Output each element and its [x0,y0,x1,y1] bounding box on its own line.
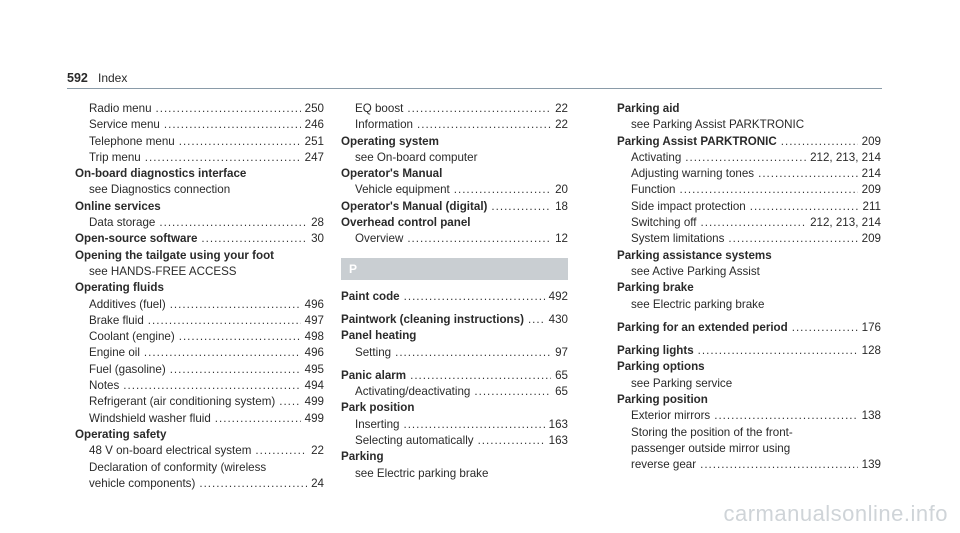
index-entry-operating-fluids [75,280,324,427]
see-reference: see Parking service [631,376,733,390]
index-column-1 [75,101,324,492]
index-subentry-wrap: Declaration of conformity (wireless [89,460,267,474]
page-header [67,68,882,88]
index-heading: Parking aid [617,102,680,115]
index-heading: Paintwork (cleaning instructions) [341,312,524,326]
see-reference: see On-board computer [355,150,478,164]
index-entry-open-source: Open-source software ..... 30 [75,231,324,247]
index-entry-overhead-panel [341,215,568,248]
index-entry-operating-safety [75,427,324,492]
index-column-3 [617,101,881,474]
index-entry-continued [75,101,324,166]
index-entry-parking-assist-parktronic: Parking Assist PARKTRONIC ..... 209 Activating ..... 212, 213, 214 Adjusting warning tones ..... 214 Function ..... 209 Side impact protection ..... 211 Switching off ..... 212, 213, 214 System limitations ..... 209 [617,134,881,248]
index-entry-parking-aid [617,101,881,134]
index-heading: On-board diagnostics interface [75,167,247,181]
index-subentry: Overview ..... 12 [341,231,568,247]
index-subentry: Brake fluid ..... 497 [75,313,324,329]
index-subentry: Fuel (gasoline) ..... 495 [75,362,324,378]
index-entry-continued [341,101,568,134]
index-subentry: EQ boost ..... 22 [341,101,568,117]
index-subentry: Selecting automatically ..... 163 [341,433,568,449]
index-entry-parking-options [617,359,881,392]
page-number: 592 [67,71,88,85]
index-heading: Panel heating [341,329,417,343]
see-reference: see Parking Assist PARKTRONIC [631,118,805,132]
index-entry-parking-assistance [617,248,881,281]
see-reference: see Electric parking brake [355,466,489,480]
index-subentry: 48 V on-board electrical system ..... 22 [75,443,324,459]
index-entry-panel-heating [341,328,568,361]
index-subentry: Coolant (engine) ..... 498 [75,329,324,345]
index-subentry: Function ..... 209 [617,182,881,198]
see-reference: see HANDS-FREE ACCESS [89,264,237,278]
index-subentry: Trip menu ..... 247 [75,150,324,166]
index-subentry: System limitations ..... 209 [617,231,881,247]
index-entry-paint-code: Paint code ..... 492 [341,289,568,305]
index-heading: Parking options [617,360,705,374]
index-entry-parking [341,449,568,482]
index-subentry: Inserting ..... 163 [341,417,568,433]
index-entry-parking-brake [617,280,881,313]
index-subentry: Exterior mirrors ..... 138 [617,408,881,424]
index-heading: Parking [341,450,384,464]
section-letter-p: P [341,258,568,280]
index-heading: Overhead control panel [341,216,471,230]
index-subentry: Windshield washer fluid ..... 499 [75,411,324,427]
index-subentry: Side impact protection ..... 211 [617,199,881,215]
page-title: Index [98,71,128,85]
index-entry-park-position [341,400,568,449]
index-heading: Operator's Manual [341,167,443,181]
index-subentry: Data storage ..... 28 [75,215,324,231]
index-entry-online-services [75,199,324,232]
index-subentry: Vehicle equipment ..... 20 [341,182,568,198]
index-heading: Operating safety [75,427,167,441]
index-heading: Parking position [617,393,708,407]
index-entry-operating-system [341,134,568,167]
index-heading: Parking Assist PARKTRONIC [617,134,777,148]
index-subentry: Radio menu ..... 250 [75,101,324,117]
index-heading: Operating fluids [75,281,164,295]
index-subentry-wrap: Storing the position of the front- [631,425,793,439]
index-heading: Panic alarm [341,368,407,382]
index-subentry: Activating/deactivating ..... 65 [341,384,568,400]
index-subentry: Additives (fuel) ..... 496 [75,297,324,313]
index-subentry: Activating ..... 212, 213, 214 [617,150,881,166]
index-heading: Parking brake [617,281,694,295]
index-heading: Park position [341,401,415,415]
index-subentry: Refrigerant (air conditioning system) ..... 499 [75,394,324,410]
index-subentry: Switching off ..... 212, 213, 214 [617,215,881,231]
index-heading: Parking assistance systems [617,248,772,262]
index-subentry: Service menu ..... 246 [75,117,324,133]
index-heading: Opening the tailgate using your foot [75,248,275,262]
index-subentry: Telephone menu ..... 251 [75,134,324,150]
index-subentry: reverse gear ..... 139 [617,457,881,473]
index-entry-operators-manual-digital: Operator's Manual (digital) ..... 18 [341,199,568,215]
index-subentry: Notes ..... 494 [75,378,324,394]
index-entry-parking-position [617,392,881,473]
index-subentry: Setting ..... 97 [341,345,568,361]
index-entry-tailgate [75,248,324,281]
watermark: carmanualsonline.info [723,501,948,526]
see-reference: see Diagnostics connection [89,183,231,197]
index-column-2 [341,101,568,482]
index-entry-operators-manual [341,166,568,199]
index-heading: Parking lights [617,344,694,358]
header-rule [67,88,882,89]
index-subentry: Information ..... 22 [341,117,568,133]
index-entry-onboard-diagnostics [75,166,324,199]
see-reference: see Electric parking brake [631,297,765,311]
index-entry-panic-alarm: Panic alarm ..... 65 Activating/deactivating ..... 65 [341,368,568,401]
index-heading: Operator's Manual (digital) [341,199,488,213]
index-heading: Operating system [341,134,439,148]
see-reference: see Active Parking Assist [631,264,760,278]
index-heading: Online services [75,199,161,213]
index-heading: Open-source software [75,232,198,246]
index-entry-paintwork: Paintwork (cleaning instructions) ..... 430 [341,312,568,328]
index-subentry: vehicle components) ..... 24 [75,476,324,492]
index-subentry: Engine oil ..... 496 [75,345,324,361]
index-entry-parking-extended: Parking for an extended period ..... 176 [617,320,881,336]
index-heading: Paint code [341,289,400,303]
index-entry-parking-lights: Parking lights ..... 128 [617,343,881,359]
index-subentry-wrap: passenger outside mirror using [631,441,791,455]
index-subentry: Adjusting warning tones ..... 214 [617,166,881,182]
index-heading: Parking for an extended period [617,320,788,334]
